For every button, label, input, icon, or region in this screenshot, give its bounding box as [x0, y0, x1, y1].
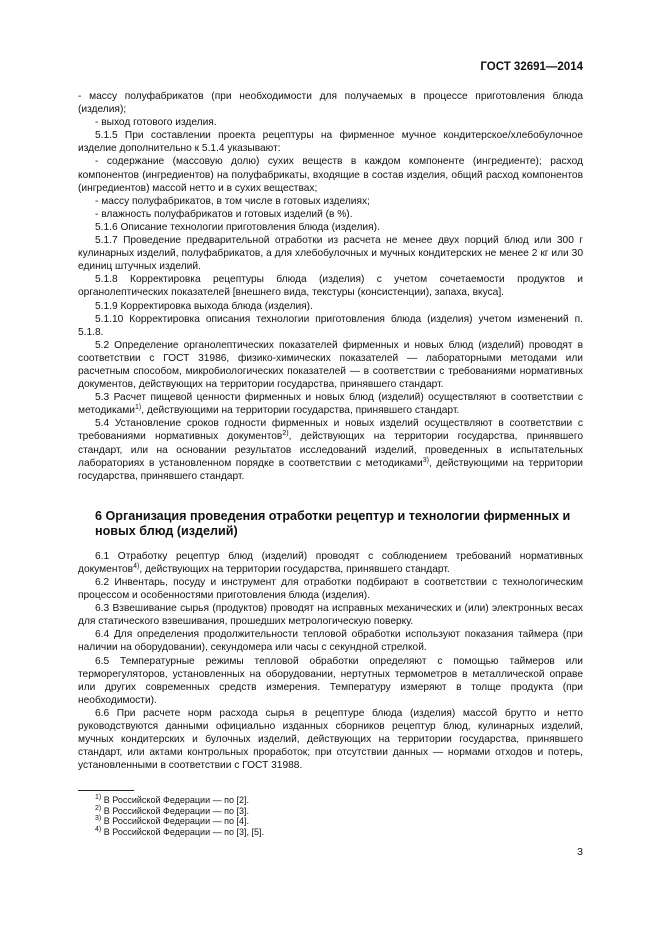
paragraph: - массу полуфабрикатов, в том числе в готовых изделиях;	[95, 195, 370, 207]
paragraph: 5.1.5 При составлении проекта рецептуры на фирменное мучное кондитерское/хлебобулочное изделие дополнительно к 5.1.4 указывают:	[78, 130, 583, 155]
paragraph-text: , действующими на территории государства, принявшего стандарт.	[78, 457, 583, 482]
paragraph: 6.4 Для определения продолжительности тепловой обработки используют показания таймера (при наличии на оборудовании), секундомера или часы с секундной стрелкой.	[78, 629, 583, 654]
paragraph: 6.3 Взвешивание сырья (продуктов) проводят на исправных механических и (или) электронных весах для статического взвешивания, прошедших метрологическую поверку.	[78, 603, 583, 628]
footnote-ref: 1)	[135, 404, 142, 412]
footnote-divider	[78, 790, 134, 791]
page-body	[78, 90, 583, 772]
paragraph: 5.2 Определение органолептических показателей фирменных и новых блюд (изделий) проводят в соответствии с ГОСТ 31986, физико-химических показателей — лабораторными методами или расчетным способом, микробиологических показателей — в соответствии с требованиями нормативных документов, действующих на территории государства, принявшего стандарт.	[78, 339, 583, 391]
footnote-ref: 2)	[282, 430, 289, 438]
paragraph: 6.2 Инвентарь, посуду и инструмент для отработки подбирают в соответствии с технологическим процессом и особенностями приготовления блюда (изделия).	[78, 577, 583, 602]
footnote	[78, 816, 478, 827]
paragraph-text: , действующих на территории государства, принявшего стандарт, или на основании результатов исследований изделий, проведенных в испытательных лабораториях в установленном порядке в соответствии с методиками	[78, 431, 584, 469]
paragraph: 5.1.9 Корректировка выхода блюда (изделия).	[95, 300, 313, 312]
footnote-text: В Российской Федерации — по [2].	[101, 795, 249, 805]
footnote-text: В Российской Федерации — по [3], [5].	[101, 826, 264, 837]
paragraph: 5.1.8 Корректировка рецептуры блюда (изделия) с учетом сочетаемости продуктов и органолептических показателей [внешнего вида, текстуры (консистенции), запаха, вкуса].	[78, 274, 583, 299]
footnote-mark: 3)	[95, 815, 102, 823]
paragraph: 6.5 Температурные режимы тепловой обработки определяют с помощью таймеров или терморегуляторов, установленных на оборудовании, нертутных термометров в металлической оправе или других современных средств измерения. Температуру измеряют в толще продукта (при необходимости).	[78, 655, 583, 706]
footnote-mark: 2)	[95, 804, 102, 812]
section-heading: 6 Организация проведения отработки рецептур и технологии фирменных и новых блюд (изделий)	[95, 508, 571, 539]
paragraph: 5.1.10 Корректировка описания технологии приготовления блюда (изделия) учетом изменений п. 5.1.8.	[78, 313, 583, 338]
document-code-header: ГОСТ 32691—2014	[480, 61, 583, 73]
footnote-ref: 3)	[422, 456, 429, 464]
paragraph-text: , действующими на территории государства, принявшего стандарт.	[141, 405, 460, 417]
paragraph	[78, 417, 583, 482]
footnote	[78, 795, 478, 806]
footnote-ref: 4)	[133, 562, 140, 570]
paragraph-text: 6.1 Отработку рецептур блюд (изделий) проводят с соблюдением требований нормативных документов	[78, 550, 583, 575]
footnote-mark: 4)	[95, 825, 102, 833]
paragraph: - содержание (массовую долю) сухих веществ в каждом компоненте (ингредиенте); расход компонентов (ингредиентов) на полуфабрикаты, входящие в состав изделия, общий расход компонентов (ингредиентов) массой нетто и в сухих веществах;	[78, 156, 583, 194]
paragraph: - массу полуфабрикатов (при необходимости для получаемых в процессе приготовления блюда (изделия);	[78, 91, 583, 116]
paragraph: 5.1.6 Описание технологии приготовления блюда (изделия).	[95, 221, 380, 233]
paragraph	[78, 550, 583, 576]
footnote	[78, 827, 478, 838]
paragraph: 5.1.7 Проведение предварительной отработки из расчета не менее двух порций блюд или 300 г кулинарных изделий, полуфабрикатов, а для хлебобулочных и мучных кондитерских не менее 2 кг или 30 единиц штучных изделий.	[78, 235, 583, 273]
paragraph: - влажность полуфабрикатов и готовых изделий (в %).	[95, 208, 353, 220]
footnotes	[78, 795, 478, 837]
paragraph	[78, 391, 583, 417]
paragraph: - выход готового изделия.	[95, 117, 217, 129]
footnote-text: В Российской Федерации — по [3].	[101, 805, 249, 816]
paragraph-text: , действующих на территории государства, принявшего стандарт.	[139, 563, 450, 575]
paragraph: 6.6 При расчете норм расхода сырья в рецептуре блюда (изделия) массой брутто и нетто руководствуются данными официально изданных сборников рецептур блюд, кулинарных изделий, мучных кондитерских и булочных изделий, действующих на территории государства, принявшего стандарт, или актами контрольных проработок; при отсутствии данных — нормами отходов и потерь, установленными в соответствии с ГОСТ 31988.	[78, 707, 583, 772]
page-number: 3	[577, 846, 583, 858]
footnote-mark: 1)	[95, 794, 102, 801]
paragraph-text: 5.4 Установление сроков годности фирменных и новых изделий осуществляют в соответствии с требованиями нормативных документов	[78, 418, 583, 443]
paragraph-text: 5.3 Расчет пищевой ценности фирменных и новых блюд (изделий) осуществляют в соответствии с методиками	[78, 392, 583, 417]
footnote	[78, 806, 478, 817]
footnote-text: В Российской Федерации — по [4].	[101, 816, 249, 827]
